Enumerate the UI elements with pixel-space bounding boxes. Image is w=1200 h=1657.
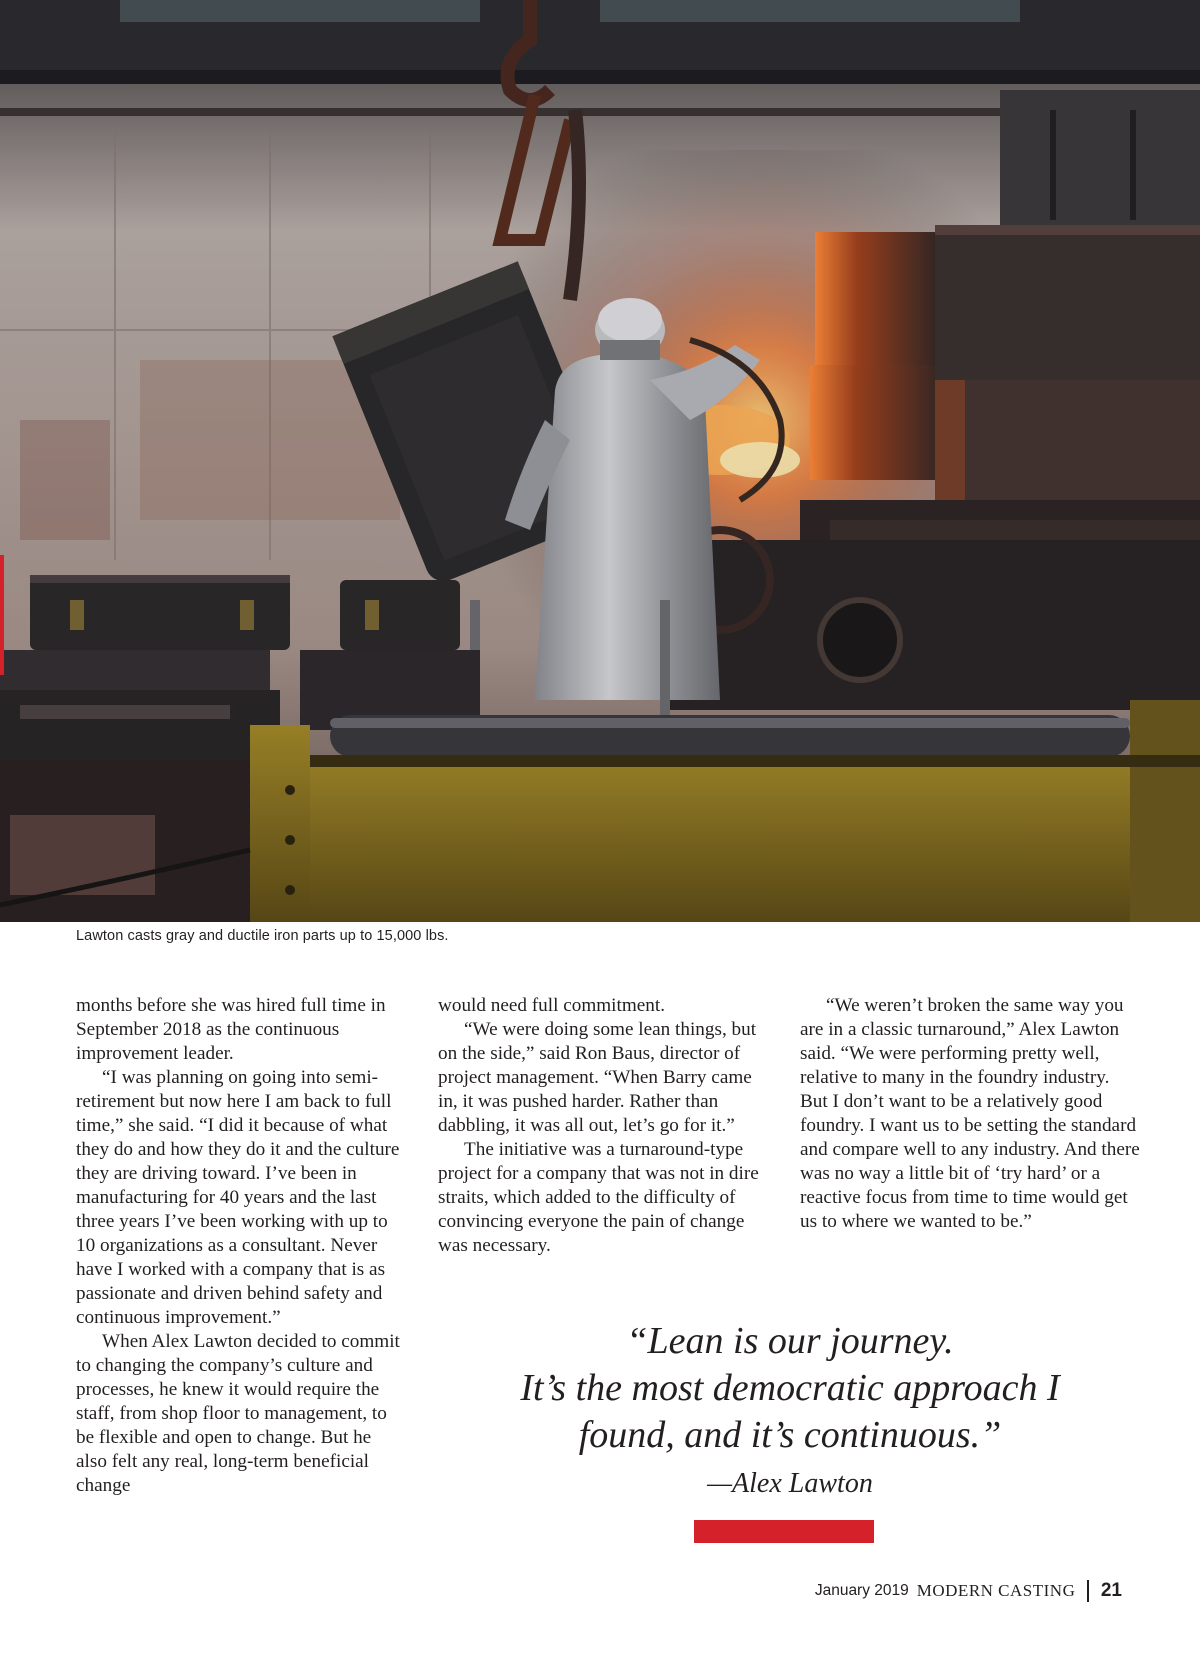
pull-quote-line: It’s the most democratic approach I (520, 1367, 1060, 1409)
pull-quote-line: found, and it’s continuous.” (578, 1414, 1002, 1456)
pull-quote-attribution: —Alex Lawton (707, 1468, 873, 1499)
photo-caption: Lawton casts gray and ductile iron parts up to 15,000 lbs. (76, 928, 449, 944)
paragraph: When Alex Lawton decided to commit to changing the company’s culture and processes, he knew it would require the staff, from shop floor to management, to be flexible and open to change. But he also felt any real, long-term beneficial change (76, 1331, 400, 1496)
pull-quote-line: “Lean is our journey. (626, 1320, 954, 1362)
paragraph: “We weren’t broken the same way you are in a classic turnaround,” Alex Lawton said. “We were performing pretty well, relative to many in the foundry industry. But I don’t want to be a relatively good foundry. I want us to be setting the standard and compare well to any industry. And there was no way a little bit of ‘try hard’ or a reactive focus from time to time would get us to where we wanted to be.” (800, 995, 1140, 1232)
red-edge-tab (0, 555, 4, 675)
article-column-2 (438, 994, 768, 1258)
article-column-1 (76, 994, 406, 1498)
red-accent-bar (694, 1520, 874, 1543)
page-footer (815, 1580, 1122, 1602)
paragraph: would need full commitment. (438, 995, 666, 1016)
page-number: 21 (1100, 1580, 1122, 1601)
paragraph: months before she was hired full time in September 2018 as the continuous improvement leader. (76, 995, 386, 1064)
paragraph: “We were doing some lean things, but on the side,” said Ron Baus, director of project management. “When Barry came in, it was pushed harder. Rather than dabbling, it was all out, let’s go for it.” (438, 1019, 757, 1136)
paragraph: “I was planning on going into semi-retirement but now here I am back to full time,” she said. “I did it because of what they do and how they do it and the culture they are driving toward. I’ve been in manufacturing for 40 years and the last three years I’ve been working with up to 10 organizations as a consultant. Never have I worked with a company that is as passionate and driven behind safety and continuous improvement.” (76, 1067, 400, 1328)
footer-divider (1087, 1580, 1089, 1602)
paragraph: The initiative was a turnaround-type project for a company that was not in dire straits, which added to the difficulty of convincing everyone the pain of change was necessary. (438, 1139, 759, 1256)
pull-quote (470, 1318, 1110, 1459)
article-column-3 (800, 994, 1140, 1234)
issue-date: January 2019 (814, 1582, 909, 1599)
magazine-name: MODERN CASTING (916, 1581, 1076, 1600)
